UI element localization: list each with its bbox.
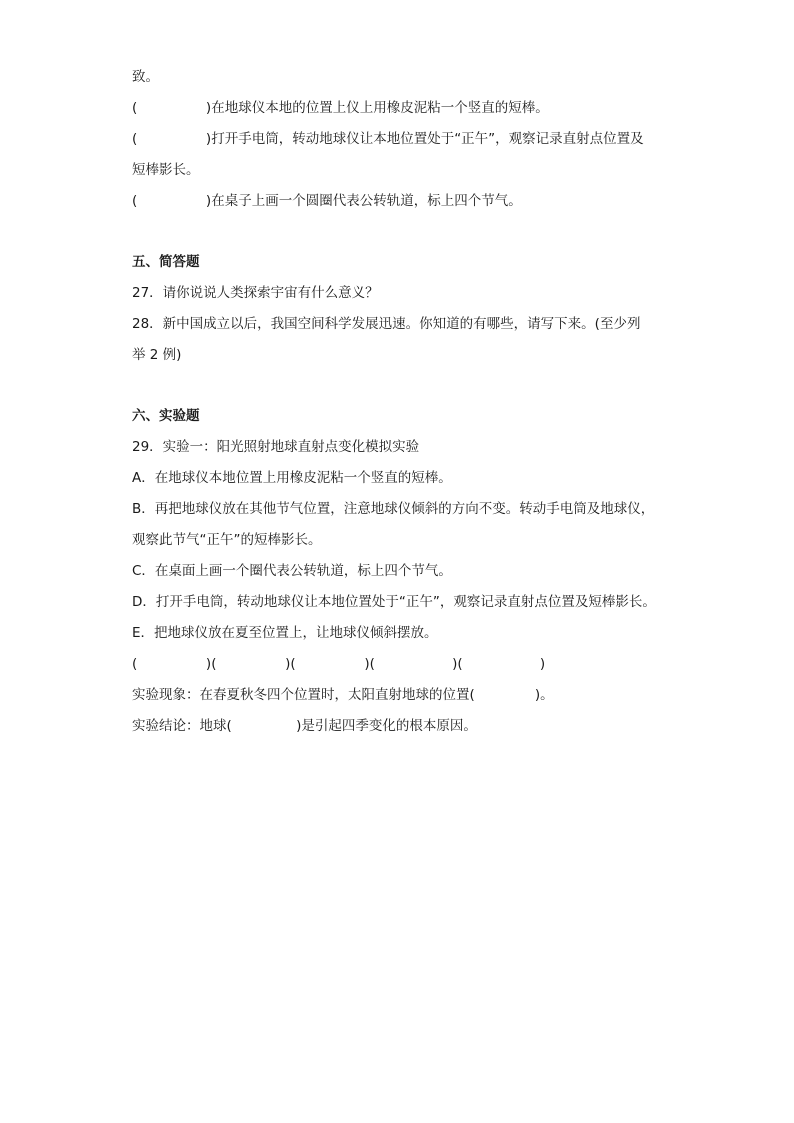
step-e: E．把地球仪放在夏至位置上，让地球仪倾斜摆放。 xyxy=(132,625,438,641)
order-blanks: ( )( )( )( )( ) xyxy=(132,656,546,672)
question-27: 27．请你说说人类探索宇宙有什么意义？ xyxy=(132,285,379,301)
step-c: C．在桌面上画一个圈代表公转轨道，标上四个节气。 xyxy=(132,563,452,579)
step-b: B．再把地球仪放在其他节气位置，注意地球仪倾斜的方向不变。转动手电筒及地球仪， xyxy=(132,501,655,517)
step-a: A．在地球仪本地位置上用橡皮泥粘一个竖直的短棒。 xyxy=(132,470,452,486)
ordering-item: ( )在桌子上画一个圆圈代表公转轨道，标上四个节气。 xyxy=(132,193,522,209)
experiment-conclusion: 实验结论：地球( )是引起四季变化的根本原因。 xyxy=(132,718,477,734)
experiment-phenomenon: 实验现象：在春夏秋冬四个位置时，太阳直射地球的位置( )。 xyxy=(132,687,554,703)
text-line: 短棒影长。 xyxy=(132,162,200,178)
page-content xyxy=(132,62,672,742)
question-29: 29．实验一：阳光照射地球直射点变化模拟实验 xyxy=(132,439,420,455)
ordering-item: ( )在地球仪本地的位置上仪上用橡皮泥粘一个竖直的短棒。 xyxy=(132,100,549,116)
question-28: 28．新中国成立以后，我国空间科学发展迅速。你知道的有哪些，请写下来。(至少列 xyxy=(132,316,641,332)
spacer xyxy=(132,217,672,247)
text-line: 致。 xyxy=(132,69,159,85)
ordering-item: ( )打开手电筒，转动地球仪让本地位置处于“正午”，观察记录直射点位置及 xyxy=(132,131,644,147)
question-28-continued: 举 2 例) xyxy=(132,347,182,363)
section-heading-short-answer: 五、简答题 xyxy=(132,254,200,270)
step-b-continued: 观察此节气“正午”的短棒影长。 xyxy=(132,532,322,548)
section-heading-experiment: 六、实验题 xyxy=(132,408,200,424)
spacer xyxy=(132,371,672,401)
step-d: D．打开手电筒，转动地球仪让本地位置处于“正午”，观察记录直射点位置及短棒影长。 xyxy=(132,594,656,610)
